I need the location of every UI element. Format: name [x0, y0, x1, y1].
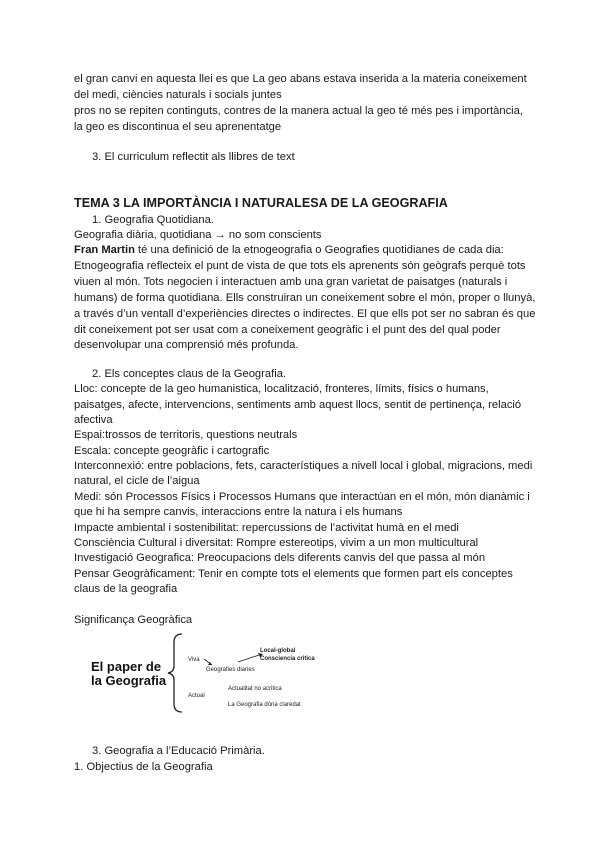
diagram-main-line1: El paper de [91, 659, 162, 674]
concept-line: Lloc: concepte de la geo humanistica, localització, fronteres, límits, físics o humans, [74, 383, 489, 395]
paragraph-line: Geografia diària, quotidiana → no som conscients [74, 229, 322, 241]
paragraph-line: del medi, ciències naturals i socials juntes [74, 89, 282, 101]
concept-line: paisatges, afecte, intervencions, sentiments amb aquest llocs, sentit de pertinença, relació [74, 399, 522, 411]
concept-line: Consciència Cultural i diversitat: Rompre estereotips, vivim a un mon multicultural [74, 537, 479, 549]
paragraph-line: humans) de forma quotidiana. Ells construiran un coneixement sobre el món, proper o llunyà, [74, 292, 536, 304]
diagram-main-line2: la Geografia [91, 673, 167, 688]
concept-line: afectiva [74, 414, 113, 426]
brace-icon [168, 634, 182, 712]
paragraph-line: dit coneixement pot ser usat com a coneixement geogràfic i el punt des del qual poder [74, 324, 501, 336]
concept-line: que hi ha sempre canvis, interaccions entre la natura i els humans [74, 506, 403, 518]
list-item: 3. Geografia a l’Educació Primària. [92, 745, 265, 757]
paragraph-line: el gran canvi en aquesta llei es que La geo abans estava inserida a la materia coneixement [74, 73, 527, 85]
diagram-node-actual: Actual [188, 693, 205, 699]
paper-geografia-diagram [88, 632, 348, 714]
list-item: 2. Els conceptes claus de la Geografia. [92, 368, 287, 380]
paragraph-text: té una definició de la etnogeografia o Geografies quotidianes de cada dia: [134, 244, 504, 256]
section-title: TEMA 3 LA IMPORTÀNCIA I NATURALESA DE LA GEOGRAFIA [74, 196, 448, 210]
paragraph-line: desenvolupar una comprensió més profunda. [74, 339, 299, 351]
paragraph-line: pros no se repiten continguts, contres de la manera actual la geo té més pes i importància, [74, 105, 523, 117]
list-item: 1. Objectius de la Geografia [74, 761, 213, 773]
concept-line: Escala: concepte geogràfic i cartografic [74, 445, 270, 457]
concept-line: Impacte ambiental i sostenibilitat: repercussions de l’activitat humà en el medi [74, 522, 459, 534]
diagram-caption: Significança Geogràfica [74, 614, 193, 626]
paragraph-line: la geo es discontinua el seu aprenentatge [74, 121, 282, 133]
diagram-node-claredat: La Geografia dóna claredat [228, 702, 301, 708]
concept-line: Pensar Geogràficament: Tenir en compte tots el elements que formen part els conceptes [74, 568, 513, 580]
concept-line: Interconnexió: entre poblacions, fets, característiques a nivell local i global, migracions, medi [74, 460, 533, 472]
concept-line: Espai:trossos de territoris, questions neutrals [74, 429, 298, 441]
paragraph-line: a través d’un ventall d’experiències directes o indirectes. El que ells pot ser no sabran és que [74, 308, 536, 320]
diagram-node-local-global: Local-global [260, 648, 296, 654]
paragraph-line: viuen al món. Tots negocien i interactuen amb una gran varietat de paisatges (naturals i [74, 276, 508, 288]
diagram-node-actualitat: Actualitat no acritica [228, 686, 282, 692]
list-item: 1. Geografia Quotidiana. [92, 214, 214, 226]
author-name: Fran Martin [74, 244, 135, 256]
paragraph-line [74, 243, 504, 257]
arrow-icon [238, 654, 262, 662]
diagram-node-viva: Viva [188, 657, 200, 663]
diagram-node-geografies: Geografies diaries [206, 667, 255, 673]
list-item: 3. El curriculum reflectit als llibres de text [92, 151, 295, 163]
concept-line: Medi: són Processos Físics i Processos Humans que interactúan en el món, món dianàmic i [74, 491, 530, 503]
concept-line: claus de la geografia [74, 583, 178, 595]
concept-line: Investigació Geografica: Preocupacions dels diferents canvis del que passa al món [74, 552, 486, 564]
concept-line: natural, el cicle de l’aigua [74, 475, 200, 487]
diagram-node-consciencia: Consciencia critica [260, 656, 315, 662]
paragraph-line: Etnogeografia reflecteix el punt de vista de que tots els aprenents són geògrafs perquè tots [74, 260, 526, 272]
